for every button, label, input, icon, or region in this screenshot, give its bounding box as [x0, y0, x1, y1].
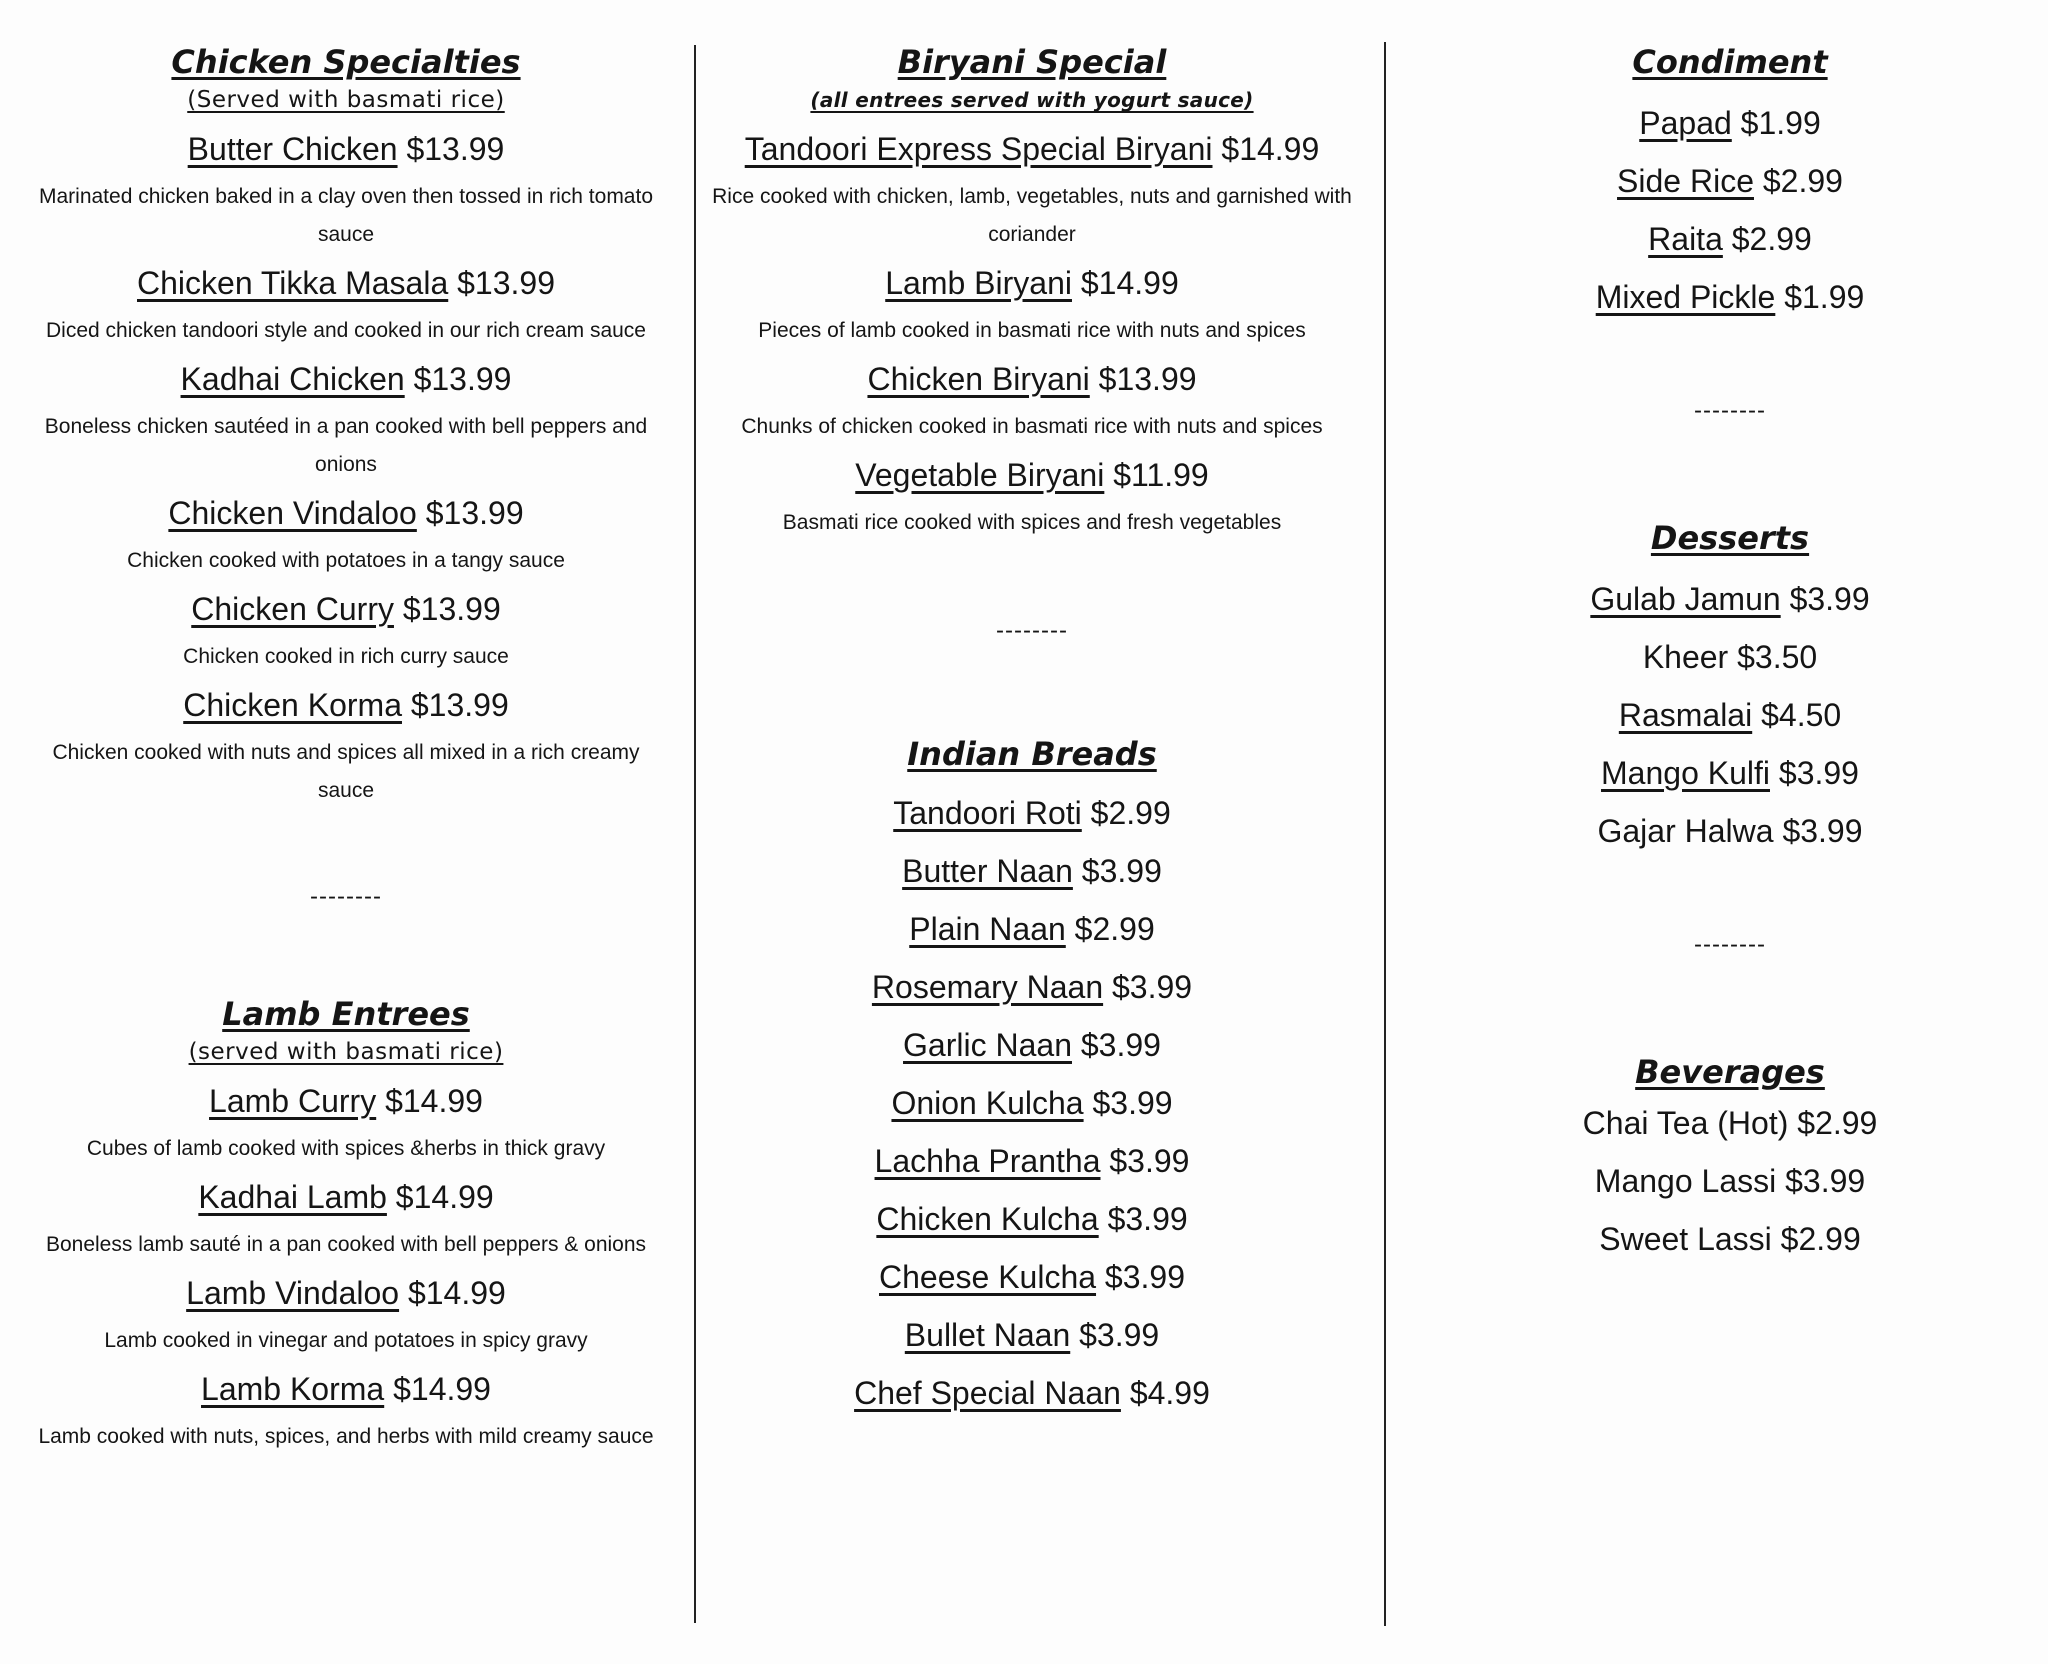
- item-name: Chicken Tikka Masala: [137, 265, 449, 301]
- item-price: $3.99: [1785, 1163, 1866, 1199]
- menu-item: [36, 358, 656, 400]
- item-description: Chicken cooked with potatoes in a tangy sauce: [127, 549, 565, 572]
- section-subtitle: (Served with basmati rice): [187, 87, 505, 113]
- column-divider-right: [1384, 42, 1386, 1626]
- item-name: Mango Lassi: [1594, 1163, 1777, 1199]
- menu-item: [36, 492, 656, 534]
- item-price: $13.99: [410, 687, 509, 723]
- item-name: Butter Naan: [902, 853, 1073, 889]
- section-divider: --------: [1694, 931, 1766, 958]
- section-lamb-entrees: [36, 992, 656, 1456]
- menu-item: [712, 1190, 1352, 1248]
- menu-item: [1520, 152, 1940, 210]
- section-beverages: [1520, 1050, 1940, 1268]
- item-price: $2.99: [1074, 911, 1155, 947]
- menu-item: [712, 900, 1352, 958]
- menu-item: [712, 1364, 1352, 1422]
- item-description: Boneless lamb sauté in a pan cooked with bell peppers & onions: [45, 1233, 647, 1256]
- item-price: $13.99: [406, 131, 505, 167]
- section-title: Indian Breads: [907, 735, 1157, 773]
- item-name: Lamb Vindaloo: [186, 1275, 400, 1311]
- item-name: Vegetable Biryani: [855, 457, 1105, 493]
- item-name: Papad: [1639, 105, 1732, 141]
- item-price: $3.99: [1782, 813, 1863, 849]
- menu-column-middle: [712, 40, 1352, 1422]
- item-name: Chef Special Naan: [854, 1375, 1121, 1411]
- section-biryani-special: [712, 40, 1352, 542]
- menu-item: [712, 958, 1352, 1016]
- section-title: Chicken Specialties: [171, 43, 521, 81]
- item-name: Lachha Prantha: [874, 1143, 1101, 1179]
- item-description: Chicken cooked in rich curry sauce: [183, 645, 509, 668]
- item-price: $2.99: [1762, 163, 1843, 199]
- menu-item: [1520, 210, 1940, 268]
- item-name: Gajar Halwa: [1597, 813, 1774, 849]
- menu-item: [712, 842, 1352, 900]
- section-title: Beverages: [1635, 1053, 1825, 1091]
- menu-item: [712, 784, 1352, 842]
- item-name: Lamb Biryani: [885, 265, 1072, 301]
- column-divider-left: [694, 45, 696, 1623]
- section-subtitle: (served with basmati rice): [188, 1039, 504, 1065]
- item-price: $2.99: [1731, 221, 1812, 257]
- item-description: Basmati rice cooked with spices and fresh vegetables: [782, 511, 1282, 534]
- item-name: Tandoori Express Special Biryani: [744, 131, 1213, 167]
- menu-item: [712, 1306, 1352, 1364]
- menu-item: [1520, 744, 1940, 802]
- item-price: $3.99: [1081, 853, 1162, 889]
- item-name: Kheer: [1642, 639, 1729, 675]
- menu-item: [1520, 1094, 1940, 1152]
- menu-item: [36, 1176, 656, 1218]
- item-price: $13.99: [1098, 361, 1197, 397]
- menu-item: [1520, 268, 1940, 326]
- item-name: Raita: [1648, 221, 1723, 257]
- menu-item: [36, 1272, 656, 1314]
- item-description: Cubes of lamb cooked with spices &herbs in thick gravy: [86, 1137, 606, 1160]
- item-price: $2.99: [1797, 1105, 1878, 1141]
- item-name: Tandoori Roti: [893, 795, 1082, 831]
- menu-item: [712, 358, 1352, 400]
- section-desserts: [1520, 516, 1940, 860]
- section-title: Desserts: [1650, 519, 1810, 557]
- menu-item: [36, 262, 656, 304]
- item-price: $1.99: [1784, 279, 1865, 315]
- item-price: $3.99: [1112, 969, 1193, 1005]
- section-subtitle: (all entrees served with yogurt sauce): [810, 88, 1254, 112]
- item-name: Kadhai Lamb: [198, 1179, 387, 1215]
- item-name: Plain Naan: [909, 911, 1066, 947]
- item-name: Kadhai Chicken: [180, 361, 405, 397]
- section-title: Condiment: [1632, 43, 1828, 81]
- menu-column-right: [1520, 40, 1940, 1268]
- item-price: $3.99: [1789, 581, 1870, 617]
- item-price: $13.99: [413, 361, 512, 397]
- item-description: Lamb cooked with nuts, spices, and herbs with mild creamy sauce: [38, 1425, 654, 1448]
- item-price: $4.99: [1129, 1375, 1210, 1411]
- item-name: Onion Kulcha: [891, 1085, 1084, 1121]
- item-name: Chicken Korma: [183, 687, 402, 723]
- section-divider: --------: [1694, 397, 1766, 424]
- item-name: Butter Chicken: [187, 131, 398, 167]
- item-price: $1.99: [1740, 105, 1821, 141]
- item-price: $3.99: [1109, 1143, 1190, 1179]
- item-name: Chai Tea (Hot): [1582, 1105, 1789, 1141]
- item-name: Rosemary Naan: [871, 969, 1104, 1005]
- item-name: Lamb Korma: [201, 1371, 385, 1407]
- item-price: $14.99: [395, 1179, 494, 1215]
- item-name: Gulab Jamun: [1590, 581, 1781, 617]
- menu-item: [712, 128, 1352, 170]
- menu-item: [712, 454, 1352, 496]
- item-price: $3.99: [1079, 1317, 1160, 1353]
- item-name: Lamb Curry: [209, 1083, 377, 1119]
- menu-item: [712, 1132, 1352, 1190]
- item-name: Chicken Kulcha: [876, 1201, 1099, 1237]
- item-name: Side Rice: [1617, 163, 1754, 199]
- item-price: $2.99: [1780, 1221, 1861, 1257]
- item-name: Mixed Pickle: [1595, 279, 1776, 315]
- item-price: $4.50: [1761, 697, 1842, 733]
- menu-item: [712, 1248, 1352, 1306]
- item-price: $13.99: [402, 591, 501, 627]
- menu-item: [1520, 1152, 1940, 1210]
- menu-item: [36, 128, 656, 170]
- menu-item: [36, 1368, 656, 1410]
- item-price: $14.99: [393, 1371, 491, 1407]
- item-price: $14.99: [1221, 131, 1320, 167]
- section-divider: --------: [996, 617, 1068, 644]
- item-price: $13.99: [457, 265, 555, 301]
- menu-item: [36, 588, 656, 630]
- menu-item: [1520, 628, 1940, 686]
- item-price: $14.99: [385, 1083, 483, 1119]
- item-name: Sweet Lassi: [1599, 1221, 1772, 1257]
- item-description: Chunks of chicken cooked in basmati rice with nuts and spices: [741, 415, 1323, 438]
- item-name: Chicken Curry: [191, 591, 394, 627]
- item-price: $3.99: [1092, 1085, 1173, 1121]
- menu-item: [36, 1080, 656, 1122]
- item-price: $3.99: [1107, 1201, 1188, 1237]
- item-price: $3.50: [1737, 639, 1818, 675]
- item-price: $3.99: [1080, 1027, 1161, 1063]
- item-name: Rasmalai: [1618, 697, 1753, 733]
- section-condiment: [1520, 40, 1940, 326]
- menu-item: [1520, 802, 1940, 860]
- item-name: Chicken Biryani: [867, 361, 1090, 397]
- item-description: Diced chicken tandoori style and cooked in our rich cream sauce: [46, 319, 646, 342]
- item-name: Bullet Naan: [904, 1317, 1071, 1353]
- menu-item: [1520, 94, 1940, 152]
- item-name: Garlic Naan: [903, 1027, 1072, 1063]
- section-title: Biryani Special: [897, 43, 1167, 81]
- item-name: Cheese Kulcha: [879, 1259, 1097, 1295]
- menu-column-left: [36, 40, 656, 1464]
- menu-item: [1520, 570, 1940, 628]
- item-name: Mango Kulfi: [1601, 755, 1770, 791]
- item-price: $3.99: [1778, 755, 1859, 791]
- item-description: Chicken cooked with nuts and spices all mixed in a rich creamy sauce: [52, 741, 640, 802]
- menu-item: [36, 684, 656, 726]
- section-chicken-specialties: [36, 40, 656, 810]
- section-divider: --------: [310, 883, 382, 910]
- section-title: Lamb Entrees: [222, 995, 470, 1033]
- item-name: Chicken Vindaloo: [168, 495, 417, 531]
- menu-item: [712, 1074, 1352, 1132]
- menu-item: [1520, 686, 1940, 744]
- item-price: $3.99: [1104, 1259, 1185, 1295]
- menu-item: [712, 262, 1352, 304]
- item-price: $11.99: [1113, 457, 1209, 493]
- item-description: Pieces of lamb cooked in basmati rice with nuts and spices: [758, 319, 1306, 342]
- item-description: Rice cooked with chicken, lamb, vegetables, nuts and garnished with coriander: [712, 185, 1352, 246]
- menu-item: [712, 1016, 1352, 1074]
- item-price: $2.99: [1090, 795, 1171, 831]
- section-indian-breads: [712, 732, 1352, 1422]
- item-price: $14.99: [407, 1275, 506, 1311]
- item-description: Boneless chicken sautéed in a pan cooked with bell peppers and onions: [44, 415, 648, 476]
- item-description: Lamb cooked in vinegar and potatoes in spicy gravy: [104, 1329, 588, 1352]
- menu-item: [1520, 1210, 1940, 1268]
- item-price: $13.99: [425, 495, 524, 531]
- item-description: Marinated chicken baked in a clay oven then tossed in rich tomato sauce: [38, 185, 653, 246]
- item-price: $14.99: [1080, 265, 1179, 301]
